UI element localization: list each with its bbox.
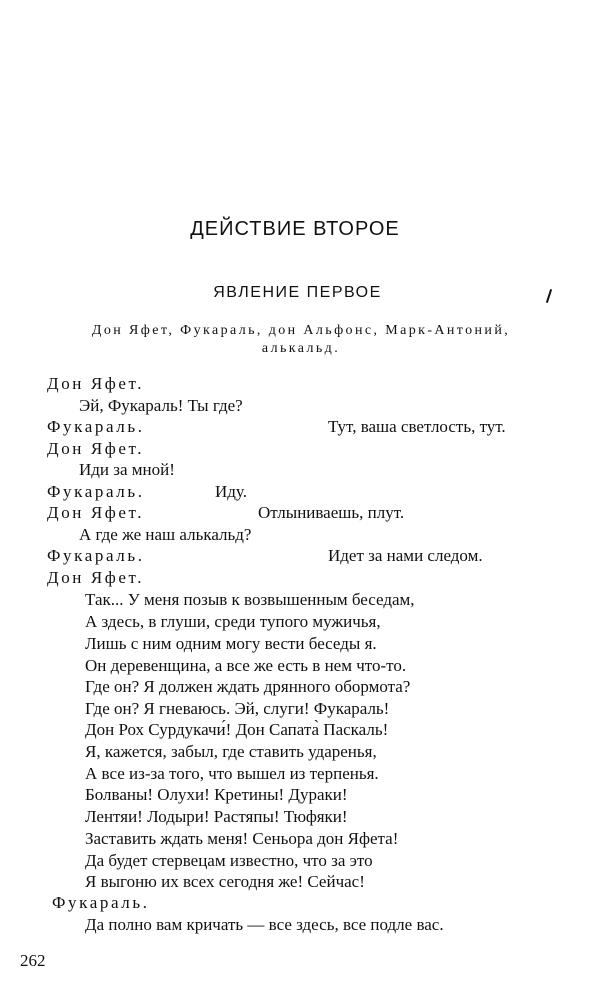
verse-line: Где он? Я гневаюсь. Эй, слуги! Фукараль! [85, 699, 390, 718]
speaker-fukaral: Фукараль. [47, 482, 145, 501]
cast-line-1: Дон Яфет, Фукараль, дон Альфонс, Марк-Антоний, [91, 323, 511, 338]
speaker-fukaral: Фукараль. [47, 546, 145, 565]
speaker-don-yafet: Дон Яфет. [47, 568, 145, 587]
cast-list [14, 322, 588, 358]
dialogue-line: Идет за нами следом. [328, 546, 483, 565]
cast-line-2: алькальд. [261, 341, 341, 356]
scene-title: ЯВЛЕНИЕ ПЕРВОЕ [213, 284, 382, 301]
dialogue-line: Эй, Фукараль! Ты где? [79, 396, 243, 415]
verse-line: Я выгоню их всех сегодня же! Сейчас! [85, 872, 365, 891]
dialogue-line: Отлыниваешь, плут. [258, 503, 405, 522]
verse-line: Заставить ждать меня! Сеньора дон Яфета! [85, 829, 399, 848]
speaker-fukaral: Фукараль. [47, 417, 145, 436]
verse-line: А все из-за того, что вышел из терпенья. [85, 764, 379, 783]
page-number: 262 [20, 951, 46, 970]
act-title: ДЕЙСТВИЕ ВТОРОЕ [190, 218, 400, 240]
verse-line: Так... У меня позыв к возвышенным беседам, [85, 590, 415, 609]
dialogue-line: А где же наш алькальд? [79, 525, 252, 544]
verse-line: Да будет стервецам известно, что за это [85, 851, 373, 870]
speaker-don-yafet: Дон Яфет. [47, 374, 145, 393]
speaker-fukaral: Фукараль. [52, 893, 150, 912]
verse-line: Да полно вам кричать — все здесь, все подле вас. [85, 915, 444, 934]
verse-line: Лентяи! Лодыри! Растяпы! Тюфяки! [85, 807, 348, 826]
speaker-don-yafet: Дон Яфет. [47, 439, 145, 458]
dialogue-line: Тут, ваша светлость, тут. [328, 417, 506, 436]
dialogue-line: Иди за мной! [79, 460, 175, 479]
verse-line: А здесь, в глуши, среди тупого мужичья, [85, 612, 381, 631]
verse-line: Болваны! Олухи! Кретины! Дураки! [85, 785, 348, 804]
verse-line: Он деревенщина, а все же есть в нем что-то. [85, 656, 407, 675]
speaker-don-yafet: Дон Яфет. [47, 503, 145, 522]
verse-line: Дон Рох Сурдукачи́! Дон Сапата̀ Паскаль! [85, 720, 389, 739]
verse-line: Я, кажется, забыл, где ставить ударенья, [85, 742, 377, 761]
verse-line: Где он? Я должен ждать дрянного обормота? [85, 677, 411, 696]
verse-line: Лишь с ним одним могу вести беседы я. [85, 634, 377, 653]
dialogue-line: Иду. [215, 482, 247, 501]
